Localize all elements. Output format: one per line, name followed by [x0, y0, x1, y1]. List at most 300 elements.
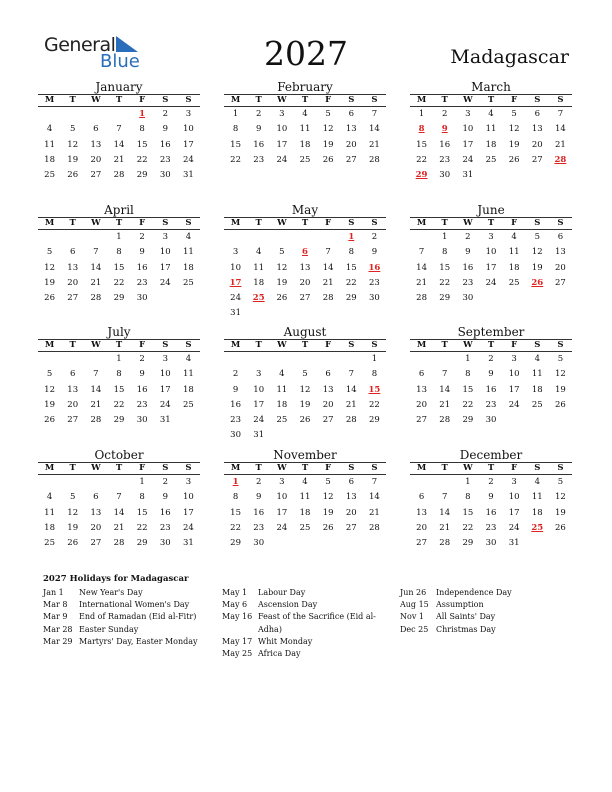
weekday-label: T	[301, 340, 309, 350]
day-cell: 10	[159, 247, 171, 258]
day-cell: 17	[253, 399, 265, 410]
day-cell: 15	[462, 384, 474, 395]
day-cell: 26	[67, 538, 79, 549]
holiday-date: May 25	[222, 649, 253, 659]
weekday-label: S	[185, 340, 192, 350]
day-cell: 23	[462, 277, 474, 288]
day-cell: 5	[325, 109, 331, 119]
day-cell: 23	[439, 154, 451, 165]
weekday-label: W	[277, 340, 287, 350]
day-cell: 8	[232, 124, 239, 135]
empty-cell	[293, 230, 316, 245]
day-cell: 1	[139, 109, 146, 119]
day-cell: 31	[230, 308, 241, 319]
day-cell: 1	[116, 232, 122, 242]
day-cell: 30	[159, 538, 171, 549]
day-cell: 30	[136, 415, 148, 426]
day-cell: 6	[70, 369, 76, 380]
day-cell: 31	[508, 538, 520, 549]
weekday-label: S	[162, 463, 169, 473]
weekday-label: M	[44, 95, 55, 105]
day-grid	[38, 352, 200, 428]
day-cell: 7	[371, 477, 378, 487]
day-cell: 10	[159, 369, 171, 380]
day-cell: 14	[90, 262, 102, 273]
day-cell: 25	[508, 277, 520, 288]
holiday-date: Mar 9	[43, 612, 68, 622]
holiday-name: Easter Sunday	[79, 624, 139, 634]
day-cell: 15	[230, 507, 241, 518]
weekday-label: M	[416, 340, 427, 350]
day-cell: 29	[462, 538, 474, 549]
day-cell: 8	[442, 247, 448, 258]
weekday-label: M	[416, 463, 427, 473]
weekday-label: S	[371, 340, 378, 350]
day-cell: 15	[439, 262, 451, 273]
day-cell: 12	[555, 492, 566, 503]
day-cell: 17	[508, 384, 520, 395]
day-cell: 14	[369, 124, 380, 135]
day-cell: 29	[136, 538, 148, 549]
day-cell: 25	[183, 399, 194, 410]
day-cell: 5	[302, 369, 308, 380]
day-cell: 8	[418, 124, 425, 135]
day-cell: 3	[162, 232, 168, 242]
day-cell: 9	[162, 492, 168, 503]
day-cell: 24	[462, 154, 474, 165]
day-cell: 27	[67, 415, 79, 426]
weekday-header	[224, 339, 386, 352]
day-cell: 17	[508, 507, 520, 518]
weekday-label: S	[557, 463, 564, 473]
day-cell: 31	[253, 430, 265, 441]
day-cell: 6	[557, 232, 564, 242]
weekday-label: S	[557, 340, 564, 350]
day-cell: 16	[136, 384, 148, 395]
month-name: September	[457, 325, 525, 339]
day-cell: 11	[183, 369, 194, 380]
day-grid	[410, 352, 572, 428]
day-cell: 7	[116, 492, 122, 503]
day-cell: 7	[93, 369, 99, 380]
weekday-label: M	[230, 463, 241, 473]
day-cell: 11	[299, 124, 311, 135]
day-cell: 11	[276, 384, 288, 395]
day-cell: 9	[256, 124, 262, 135]
day-cell: 9	[371, 247, 378, 258]
weekday-label: F	[139, 95, 146, 105]
day-cell: 9	[256, 492, 262, 503]
day-cell: 23	[369, 277, 380, 288]
day-cell: 11	[44, 507, 55, 518]
day-grid	[410, 230, 572, 306]
holiday-name: Africa Day	[258, 649, 301, 659]
holiday-item	[43, 599, 213, 611]
day-cell: 11	[183, 247, 194, 258]
day-cell: 16	[159, 507, 171, 518]
day-grid	[410, 475, 572, 551]
day-cell: 10	[230, 262, 241, 273]
day-cell: 9	[162, 124, 168, 135]
empty-cell	[38, 475, 61, 490]
day-cell: 2	[371, 232, 378, 242]
day-cell: 4	[534, 354, 540, 364]
day-cell: 22	[136, 522, 148, 533]
weekday-label: T	[115, 218, 123, 228]
day-cell: 29	[462, 415, 474, 426]
day-cell: 15	[462, 507, 474, 518]
day-cell: 17	[183, 139, 194, 150]
weekday-label: M	[416, 95, 427, 105]
day-cell: 12	[44, 384, 55, 395]
day-cell: 20	[67, 277, 79, 288]
day-cell: 6	[93, 124, 99, 135]
weekday-label: F	[139, 218, 146, 228]
day-cell: 24	[230, 293, 241, 304]
day-cell: 8	[116, 247, 122, 258]
day-cell: 23	[136, 277, 148, 288]
day-cell: 18	[299, 507, 311, 518]
holiday-date: May 17	[222, 636, 253, 646]
day-grid	[38, 230, 200, 306]
holiday-date: Jan 1	[43, 588, 64, 597]
empty-cell	[270, 352, 293, 367]
empty-cell	[317, 230, 340, 245]
day-cell: 28	[345, 415, 357, 426]
day-cell: 28	[90, 415, 102, 426]
day-cell: 12	[531, 247, 543, 258]
weekday-label: T	[69, 340, 76, 350]
day-cell: 19	[44, 277, 55, 288]
day-cell: 25	[276, 415, 288, 426]
day-cell: 11	[299, 492, 311, 503]
day-grid	[224, 230, 386, 322]
weekday-label: S	[162, 95, 169, 105]
weekday-label: S	[162, 340, 169, 350]
day-cell: 5	[46, 247, 53, 258]
weekday-label: T	[115, 463, 123, 473]
holiday-item	[222, 611, 377, 635]
day-cell: 24	[276, 154, 288, 165]
month-name: June	[477, 203, 505, 217]
day-cell: 4	[279, 369, 285, 380]
weekday-label: T	[487, 95, 495, 105]
empty-cell	[247, 352, 270, 367]
day-cell: 22	[462, 399, 474, 410]
weekday-label: T	[69, 95, 76, 105]
day-cell: 31	[462, 170, 474, 181]
day-cell: 27	[322, 415, 334, 426]
empty-cell	[293, 352, 316, 367]
day-cell: 15	[113, 262, 125, 273]
month-january	[38, 80, 200, 183]
weekday-header	[38, 339, 200, 352]
day-cell: 30	[369, 293, 380, 304]
day-cell: 20	[322, 399, 334, 410]
holiday-name: Martyrs' Day, Easter Monday	[79, 636, 198, 646]
day-cell: 21	[555, 139, 566, 150]
day-cell: 2	[162, 109, 168, 119]
day-cell: 28	[322, 293, 334, 304]
day-cell: 15	[113, 384, 125, 395]
day-cell: 22	[345, 277, 357, 288]
day-cell: 12	[555, 369, 566, 380]
weekday-label: S	[371, 95, 378, 105]
day-cell: 11	[44, 139, 55, 150]
holiday-item	[400, 599, 570, 611]
day-cell: 29	[345, 293, 357, 304]
day-cell: 23	[485, 399, 497, 410]
day-cell: 27	[345, 522, 357, 533]
day-cell: 5	[557, 354, 564, 364]
holiday-name: Feast of the Sacrifice (Eid al-Adha)	[258, 612, 376, 634]
day-cell: 30	[159, 170, 171, 181]
day-cell: 8	[465, 492, 471, 503]
day-cell: 26	[508, 154, 520, 165]
weekday-label: F	[325, 340, 332, 350]
empty-cell	[61, 475, 84, 490]
month-name: February	[277, 80, 333, 94]
weekday-header	[410, 462, 572, 475]
day-cell: 27	[416, 538, 427, 549]
day-cell: 11	[508, 247, 520, 258]
holiday-name: Independence Day	[436, 588, 512, 597]
day-cell: 19	[555, 384, 566, 395]
day-cell: 13	[67, 384, 79, 395]
day-cell: 17	[229, 277, 242, 288]
holiday-name: End of Ramadan (Eid al-Fitr)	[79, 612, 197, 622]
day-cell: 26	[555, 522, 566, 533]
day-cell: 4	[185, 232, 192, 242]
weekday-label: F	[511, 218, 518, 228]
day-cell: 16	[485, 384, 497, 395]
day-cell: 1	[232, 477, 239, 487]
weekday-header	[38, 94, 200, 107]
weekday-label: T	[115, 340, 123, 350]
day-cell: 25	[299, 522, 311, 533]
empty-cell	[317, 352, 340, 367]
day-cell: 21	[345, 399, 357, 410]
day-cell: 31	[159, 415, 171, 426]
day-cell: 8	[139, 124, 145, 135]
holiday-date: May 6	[222, 600, 248, 610]
empty-cell	[84, 230, 107, 245]
day-grid	[224, 352, 386, 444]
day-cell: 21	[369, 139, 380, 150]
day-cell: 1	[465, 354, 471, 364]
weekday-label: W	[91, 463, 101, 473]
empty-cell	[84, 107, 107, 122]
day-cell: 8	[371, 369, 378, 380]
day-cell: 27	[416, 415, 427, 426]
day-cell: 13	[416, 507, 427, 518]
day-cell: 19	[276, 277, 288, 288]
weekday-label: S	[371, 218, 378, 228]
day-cell: 22	[462, 522, 474, 533]
day-cell: 9	[139, 369, 145, 380]
day-cell: 9	[232, 384, 239, 395]
day-cell: 23	[485, 522, 497, 533]
day-cell: 18	[183, 384, 194, 395]
day-grid	[38, 107, 200, 183]
day-cell: 22	[230, 522, 241, 533]
weekday-label: T	[441, 95, 448, 105]
day-cell: 23	[136, 399, 148, 410]
day-cell: 18	[253, 277, 265, 288]
weekday-label: S	[185, 95, 192, 105]
empty-cell	[84, 475, 107, 490]
day-cell: 25	[183, 277, 194, 288]
day-cell: 9	[465, 247, 471, 258]
month-name: December	[459, 448, 523, 462]
day-cell: 10	[508, 369, 520, 380]
day-cell: 9	[139, 247, 145, 258]
month-july	[38, 325, 200, 428]
weekday-label: W	[91, 218, 101, 228]
day-cell: 25	[44, 538, 55, 549]
empty-cell	[224, 352, 247, 367]
weekday-label: F	[511, 463, 518, 473]
day-cell: 11	[253, 262, 265, 273]
day-cell: 9	[488, 369, 494, 380]
holiday-item	[400, 587, 570, 599]
holiday-item	[43, 624, 213, 636]
weekday-header	[38, 462, 200, 475]
empty-cell	[340, 352, 363, 367]
day-cell: 4	[302, 109, 308, 119]
day-cell: 3	[185, 477, 192, 487]
empty-cell	[38, 107, 61, 122]
day-cell: 1	[348, 232, 355, 242]
day-cell: 27	[90, 170, 102, 181]
country-name: Madagascar	[450, 46, 569, 68]
month-december	[410, 448, 572, 551]
weekday-label: T	[487, 463, 495, 473]
holiday-name: Christmas Day	[436, 624, 496, 634]
holiday-date: Mar 8	[43, 600, 68, 610]
day-cell: 14	[555, 124, 566, 135]
empty-cell	[224, 230, 247, 245]
day-cell: 16	[485, 507, 497, 518]
day-cell: 7	[93, 247, 99, 258]
day-grid	[224, 107, 386, 168]
day-cell: 11	[485, 124, 497, 135]
day-cell: 21	[113, 154, 125, 165]
weekday-label: F	[511, 340, 518, 350]
day-cell: 10	[183, 124, 194, 135]
weekday-label: T	[255, 95, 262, 105]
day-cell: 10	[462, 124, 474, 135]
day-cell: 24	[485, 277, 497, 288]
day-cell: 21	[439, 522, 451, 533]
weekday-label: T	[69, 463, 76, 473]
day-cell: 10	[253, 384, 265, 395]
day-cell: 6	[534, 109, 540, 119]
day-cell: 30	[485, 538, 497, 549]
holiday-date: May 1	[222, 588, 248, 597]
holiday-item	[43, 611, 213, 623]
weekday-label: F	[511, 95, 518, 105]
day-cell: 14	[90, 384, 102, 395]
day-cell: 17	[276, 507, 288, 518]
day-cell: 13	[416, 384, 427, 395]
month-august	[224, 325, 386, 444]
weekday-label: W	[277, 463, 287, 473]
day-cell: 5	[70, 492, 76, 503]
day-cell: 13	[90, 139, 102, 150]
day-cell: 22	[416, 154, 427, 165]
day-cell: 21	[90, 399, 102, 410]
day-cell: 15	[345, 262, 357, 273]
weekday-label: S	[557, 218, 564, 228]
day-cell: 1	[442, 232, 448, 242]
day-cell: 14	[113, 507, 125, 518]
day-cell: 26	[67, 170, 79, 181]
month-name: November	[273, 448, 337, 462]
day-cell: 13	[531, 124, 543, 135]
day-cell: 10	[183, 492, 194, 503]
day-cell: 7	[442, 492, 448, 503]
month-name: May	[291, 203, 319, 217]
day-cell: 8	[465, 369, 471, 380]
day-cell: 2	[488, 477, 494, 487]
day-cell: 5	[534, 232, 540, 242]
day-cell: 26	[322, 522, 334, 533]
holiday-date: Mar 29	[43, 636, 73, 646]
weekday-label: W	[463, 340, 473, 350]
day-cell: 4	[256, 247, 262, 258]
day-cell: 27	[299, 293, 311, 304]
weekday-label: T	[115, 95, 123, 105]
empty-cell	[84, 352, 107, 367]
day-cell: 9	[488, 492, 494, 503]
day-cell: 2	[465, 232, 471, 242]
weekday-label: M	[44, 340, 55, 350]
day-cell: 25	[252, 293, 265, 304]
holiday-name: Labour Day	[258, 588, 306, 597]
day-cell: 20	[67, 399, 79, 410]
day-cell: 6	[348, 109, 354, 119]
day-cell: 5	[557, 477, 564, 487]
holiday-item	[222, 648, 377, 660]
month-february	[224, 80, 386, 168]
day-cell: 7	[418, 247, 425, 258]
day-cell: 3	[511, 477, 517, 487]
day-cell: 12	[67, 139, 79, 150]
day-cell: 26	[531, 277, 544, 288]
weekday-label: T	[487, 340, 495, 350]
day-cell: 9	[441, 124, 448, 135]
day-cell: 18	[531, 507, 543, 518]
day-cell: 3	[465, 109, 471, 119]
day-cell: 7	[325, 247, 331, 258]
day-cell: 25	[299, 154, 311, 165]
holidays-title: 2027 Holidays for Madagascar	[43, 574, 189, 584]
weekday-label: S	[348, 463, 355, 473]
day-cell: 14	[322, 262, 334, 273]
day-cell: 16	[159, 139, 171, 150]
day-cell: 21	[416, 277, 427, 288]
weekday-label: W	[277, 95, 287, 105]
month-may	[224, 203, 386, 322]
month-name: July	[107, 325, 131, 339]
weekday-label: S	[348, 340, 355, 350]
day-cell: 24	[276, 522, 288, 533]
day-cell: 23	[159, 522, 171, 533]
holiday-date: Dec 25	[400, 624, 429, 634]
empty-cell	[270, 230, 293, 245]
day-cell: 8	[116, 369, 122, 380]
